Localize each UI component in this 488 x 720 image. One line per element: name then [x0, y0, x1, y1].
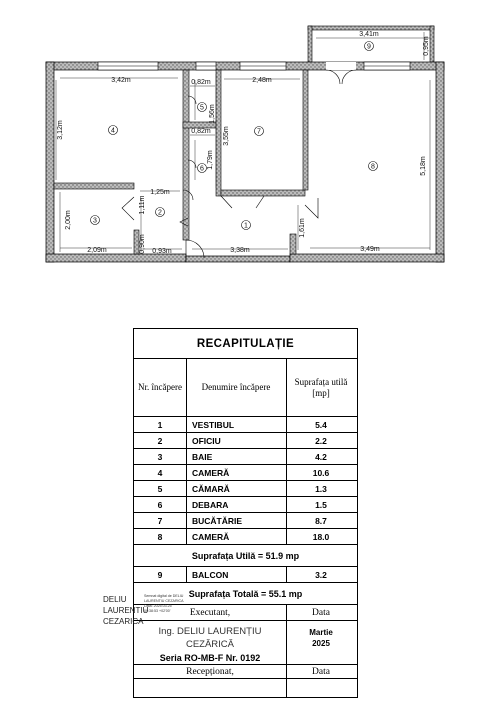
row-name: DEBARA [192, 500, 229, 510]
executant-label: Executant, [189, 608, 231, 618]
received-row [134, 665, 357, 679]
dim-balcony-width: 3,41m [359, 31, 379, 38]
exterior-walls [46, 62, 444, 262]
dim-room8-depth: 5,18m [420, 156, 427, 176]
recap-header-row [134, 359, 357, 417]
row-nr: 8 [157, 532, 163, 542]
dim-room6-width: 0,82m [191, 128, 211, 135]
table-row [134, 417, 357, 433]
row-nr: 3 [157, 452, 163, 462]
row-area: 18.0 [312, 532, 330, 542]
table-row [134, 465, 357, 481]
row-area: 3.2 [315, 570, 327, 580]
room-number-4: 4 [111, 127, 115, 135]
row-area: 2.2 [315, 436, 327, 446]
dim-room2-depth: 1,11m [139, 195, 146, 215]
balcony-door [326, 62, 356, 84]
col-area-header: Suprafața utilă [mp] [294, 376, 348, 398]
interior-walls [54, 70, 308, 254]
row-name: BUCĂTĂRIE [192, 516, 243, 526]
table-row [134, 481, 357, 497]
row-name: CAMERĂ [192, 468, 230, 478]
dim-room5-depth: 1,56m [209, 104, 216, 124]
dim-room7-depth: 3,55m [223, 126, 230, 146]
table-row-balcony [134, 567, 357, 583]
table-row [134, 449, 357, 465]
table-row [134, 529, 357, 545]
table-row [134, 513, 357, 529]
table-row [134, 433, 357, 449]
row-area: 4.2 [315, 452, 327, 462]
row-area: 1.5 [315, 500, 327, 510]
row-name: CAMERĂ [192, 532, 230, 542]
dim-room1-depth: 1,61m [299, 218, 306, 238]
col-nr-header: Nr. încăpere [138, 382, 182, 392]
dim-room1-width: 3,38m [230, 247, 250, 254]
row-nr: 5 [157, 484, 163, 494]
col-divider [286, 605, 287, 697]
useful-area-total: Suprafața Utilă = 51.9 mp [134, 545, 357, 567]
col-divider [186, 359, 187, 545]
row-name: VESTIBUL [192, 420, 235, 430]
dim-room2-depth-lower: 0,90m [139, 234, 146, 254]
recap-table [133, 328, 358, 698]
row-nr: 2 [157, 436, 163, 446]
recap-title: RECAPITULAȚIE [134, 329, 357, 359]
row-nr: 9 [157, 570, 163, 580]
table-row [134, 497, 357, 513]
room-number-5: 5 [200, 104, 204, 112]
dim-room4-width: 3,42m [111, 77, 131, 84]
dim-room2-width: 1,25m [150, 189, 170, 196]
row-area: 1.3 [315, 484, 327, 494]
room-number-3: 3 [93, 217, 97, 225]
room-number-7: 7 [257, 128, 261, 136]
floor-plan [0, 0, 488, 280]
data-label-2: Data [312, 667, 330, 677]
digital-signature-name: DELIU LAURENTIU CEZARICA [103, 595, 149, 626]
col-name-header: Denumire încăpere [201, 382, 271, 392]
dim-room4-depth: 3,12m [57, 120, 64, 140]
dim-room7-width: 2,48m [252, 77, 272, 84]
room-number-9: 9 [367, 43, 371, 51]
row-name: CĂMARĂ [192, 484, 230, 494]
dim-room6-depth: 1,79m [207, 150, 214, 170]
row-name: BAIE [192, 452, 213, 462]
engineer-name-line2: CEZĂRICĂ [185, 639, 235, 650]
date-month: Martie [309, 628, 333, 637]
row-nr: 1 [157, 420, 163, 430]
dim-room3-depth: 2,00m [65, 210, 72, 230]
row-nr: 7 [157, 516, 163, 526]
dim-room2-width-lower: 0,93m [152, 248, 172, 255]
row-area: 8.7 [315, 516, 327, 526]
received-label: Recepționat, [186, 667, 234, 677]
authorization-series: Seria RO-MB-F Nr. 0192 [159, 653, 261, 663]
row-nr: 4 [157, 468, 163, 478]
dim-room3-width: 2,09m [87, 247, 107, 254]
data-label: Data [312, 608, 330, 618]
dim-balcony-depth: 0,95m [423, 36, 430, 56]
date-year: 2025 [312, 639, 330, 648]
digital-signature-details: Semnat digital de DELIU LAURENTIU CEZARICA Data: 2025.03.25 09:38:53 +02'00' [144, 594, 184, 613]
col-divider [286, 359, 287, 545]
engineer-name-line1: Ing. DELIU LAURENȚIU [158, 626, 262, 637]
row-area: 10.6 [312, 468, 330, 478]
total-area: Suprafața Totală = 55.1 mp [134, 583, 357, 605]
executant-signature-area [134, 621, 357, 665]
row-name: BALCON [192, 570, 229, 580]
dim-room5-width: 0,82m [191, 79, 211, 86]
col-divider [186, 567, 187, 583]
col-divider [286, 567, 287, 583]
room-number-2: 2 [158, 209, 162, 217]
room-number-1: 1 [244, 222, 248, 230]
row-nr: 6 [157, 500, 163, 510]
room-number-8: 8 [371, 163, 375, 171]
dim-room8-width: 3,49m [360, 246, 380, 253]
room-number-6: 6 [200, 165, 204, 173]
row-area: 5.4 [315, 420, 327, 430]
row-name: OFICIU [192, 436, 221, 446]
